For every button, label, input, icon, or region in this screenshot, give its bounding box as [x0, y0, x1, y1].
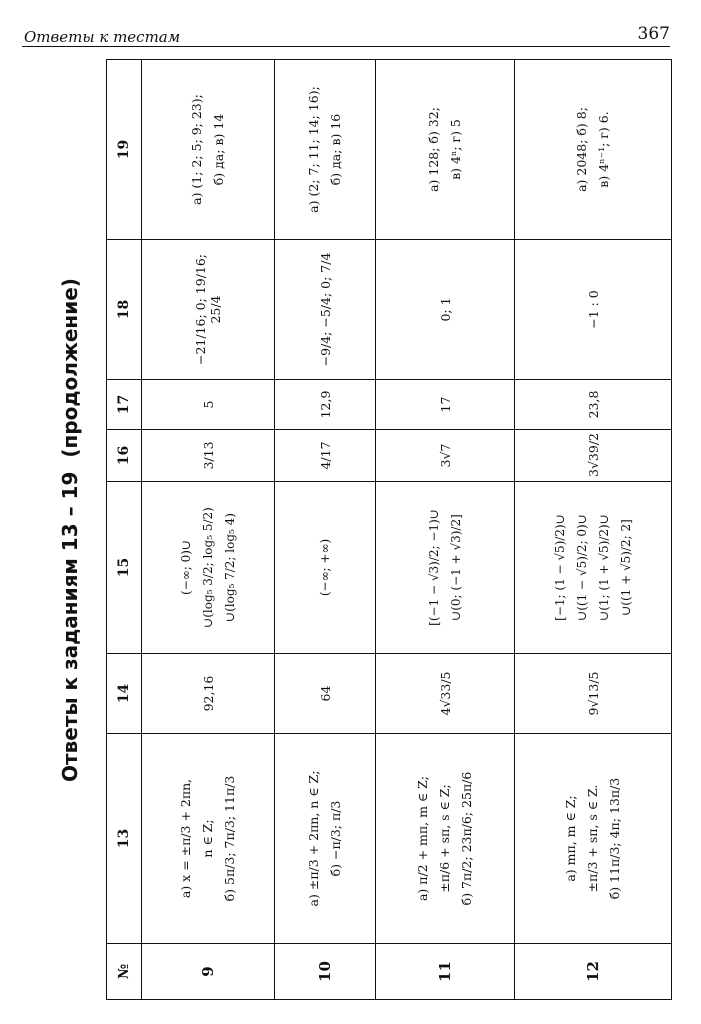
answer-13	[275, 734, 376, 944]
page-number: 367	[637, 24, 670, 44]
col-header: №	[107, 944, 142, 1000]
answer-19	[515, 60, 672, 240]
table-row	[515, 60, 672, 1000]
answer-17: 5	[142, 380, 275, 430]
answer-line: ∪((1 − √5)/2; 0)∪	[575, 514, 589, 621]
answer-19	[275, 60, 376, 240]
answer-line: б) 11π/3; 4π; 13π/3	[607, 777, 622, 900]
answer-14: 64	[275, 654, 376, 734]
answer-line: а) mπ, m ∈ Z;	[563, 795, 578, 882]
answer-line: а) 2048; б) 8;	[574, 107, 589, 192]
answer-17: 12,9	[275, 380, 376, 430]
answer-line: б) 5π/3; 7π/3; 11π/3	[222, 775, 237, 902]
answer-line: n ∈ Z;	[200, 819, 215, 858]
answer-line: ∪(0; (−1 + √3)/2]	[449, 514, 463, 621]
answer-14: 9√13/5	[515, 654, 672, 734]
answers-table	[106, 59, 672, 1000]
answer-line: в) 4ⁿ; г) 5	[448, 119, 463, 180]
answer-line: б) да; в) 14	[211, 113, 226, 186]
answer-line: а) 128; б) 32;	[426, 107, 441, 192]
answer-18: −21/16; 0; 19/16; 25/4	[142, 240, 275, 380]
answer-15	[142, 482, 275, 654]
answer-19	[142, 60, 275, 240]
row-number: 11	[376, 944, 515, 1000]
answer-13	[142, 734, 275, 944]
answer-13	[515, 734, 672, 944]
col-header: 19	[107, 60, 142, 240]
answer-line: ∪(log₅ 7/2; log₅ 4)	[223, 513, 237, 622]
table-row	[275, 60, 376, 1000]
answer-17: 17	[376, 380, 515, 430]
col-header: 14	[107, 654, 142, 734]
answer-line: (−∞; 0)∪	[179, 540, 193, 595]
answer-line: а) (2; 7; 11; 14; 16);	[306, 86, 321, 213]
table-header-row	[107, 60, 142, 1000]
answer-line: а) π/2 + mπ, m ∈ Z;	[415, 775, 430, 902]
answer-line: б) −π/3; π/3	[328, 800, 343, 877]
caption-title: Ответы к заданиям 13 – 19	[58, 471, 82, 782]
answer-line: а) x = ±π/3 + 2πn,	[178, 778, 193, 899]
table-caption	[42, 60, 98, 1000]
table-row	[376, 60, 515, 1000]
answer-17: 23,8	[515, 380, 672, 430]
answer-15	[376, 482, 515, 654]
answer-line: ±π/3 + sπ, s ∈ Z.	[585, 784, 600, 893]
answer-19	[376, 60, 515, 240]
answer-16: 3√39/2	[515, 430, 672, 482]
answer-line: а) ±π/3 + 2πn, n ∈ Z;	[306, 770, 321, 907]
answer-line: ∪(1; (1 + √5)/2)∪	[597, 514, 611, 621]
answer-line: [−1; (1 − √5)/2)∪	[553, 514, 567, 621]
answer-line: б) да; в) 16	[328, 113, 343, 186]
answer-18: −9/4; −5/4; 0; 7/4	[275, 240, 376, 380]
answer-13	[376, 734, 515, 944]
rotated-content	[42, 60, 652, 1000]
answer-15	[515, 482, 672, 654]
answer-14: 4√33/5	[376, 654, 515, 734]
col-header: 15	[107, 482, 142, 654]
answer-15	[275, 482, 376, 654]
answer-line: а) (1; 2; 5; 9; 23);	[189, 94, 204, 205]
answer-16: 4/17	[275, 430, 376, 482]
answer-line: [(−1 − √3)/2; −1)∪	[427, 509, 441, 626]
running-title: Ответы к тестам	[24, 28, 181, 46]
table-row	[142, 60, 275, 1000]
row-number: 9	[142, 944, 275, 1000]
col-header: 18	[107, 240, 142, 380]
col-header: 13	[107, 734, 142, 944]
answer-line: в) 4ⁿ⁻¹; г) 6.	[596, 111, 611, 188]
answer-18: 0; 1	[376, 240, 515, 380]
col-header: 16	[107, 430, 142, 482]
row-number: 10	[275, 944, 376, 1000]
col-header: 17	[107, 380, 142, 430]
answer-16: 3√7	[376, 430, 515, 482]
row-number: 12	[515, 944, 672, 1000]
answer-line: ∪(log₅ 3/2; log₅ 5/2)	[201, 507, 215, 628]
answer-line: б) 7π/2; 23π/6; 25π/6	[459, 771, 474, 906]
answer-line: (−∞; +∞)	[318, 538, 332, 597]
caption-continued: (продолжение)	[58, 278, 82, 458]
answer-14: 92,16	[142, 654, 275, 734]
answer-line: ±π/6 + sπ, s ∈ Z;	[437, 784, 452, 893]
running-head	[22, 20, 670, 47]
answer-18: −1 : 0	[515, 240, 672, 380]
answer-16: 3/13	[142, 430, 275, 482]
answer-line: ∪((1 + √5)/2; 2]	[619, 519, 633, 616]
